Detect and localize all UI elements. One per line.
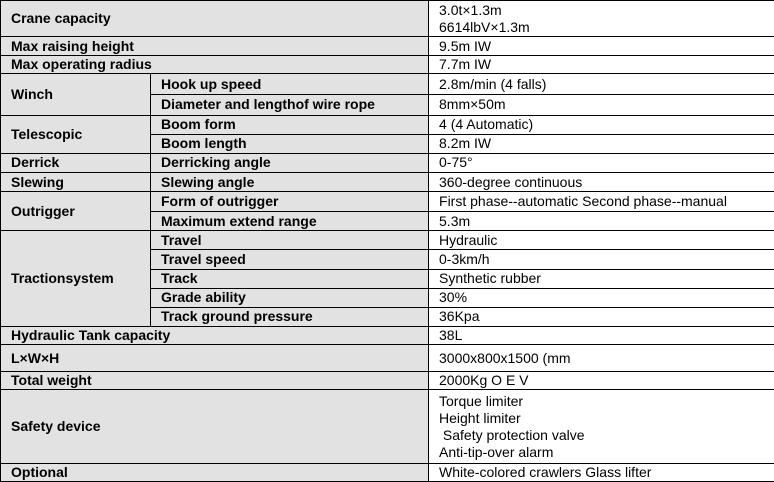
table-row	[1, 56, 774, 74]
row-label-hook-up-speed: Hook up speed	[151, 74, 429, 94]
row-value-crane-capacity	[429, 1, 774, 37]
row-label-travel-speed: Travel speed	[151, 250, 429, 269]
table-row	[1, 372, 774, 390]
table-row	[1, 463, 774, 481]
row-label-max-raising-height: Max raising height	[1, 37, 429, 56]
crane-capacity-line-2: 6614lbV×1.3m	[439, 18, 530, 35]
group-label-outrigger: Outrigger	[1, 192, 151, 231]
row-label-crane-capacity: Crane capacity	[1, 1, 429, 37]
row-label-optional: Optional	[1, 463, 429, 481]
table-row	[1, 74, 774, 94]
crane-capacity-line-1: 3.0t×1.3m	[439, 1, 502, 18]
table-row	[1, 326, 774, 344]
table-row	[1, 192, 774, 212]
row-value-max-operating-radius: 7.7m IW	[429, 56, 774, 74]
row-value-wire-rope: 8mm×50m	[429, 94, 774, 115]
row-label-ground-pressure: Track ground pressure	[151, 307, 429, 326]
row-label-dimensions: L×W×H	[1, 345, 429, 372]
row-value-travel: Hydraulic	[429, 231, 774, 250]
group-label-derrick: Derrick	[1, 153, 151, 172]
row-label-travel: Travel	[151, 231, 429, 250]
row-label-grade-ability: Grade ability	[151, 288, 429, 307]
table-row	[1, 115, 774, 134]
row-value-track: Synthetic rubber	[429, 269, 774, 288]
table-row	[1, 231, 774, 250]
row-label-total-weight: Total weight	[1, 372, 429, 390]
table-row	[1, 37, 774, 56]
row-value-boom-length: 8.2m IW	[429, 134, 774, 153]
row-label-slewing-angle: Slewing angle	[151, 173, 429, 192]
table-row	[1, 153, 774, 172]
row-label-max-operating-radius: Max operating radius	[1, 56, 429, 74]
table-row	[1, 173, 774, 192]
row-label-outrigger-form: Form of outrigger	[151, 192, 429, 212]
row-value-travel-speed: 0-3km/h	[429, 250, 774, 269]
group-label-winch: Winch	[1, 74, 151, 115]
safety-item: Safety protection valve	[439, 426, 585, 443]
table-row	[1, 345, 774, 372]
row-value-safety-device	[429, 390, 774, 463]
row-value-boom-form: 4 (4 Automatic)	[429, 115, 774, 134]
row-value-grade-ability: 30%	[429, 288, 774, 307]
row-value-hydraulic-tank: 38L	[429, 326, 774, 344]
safety-item: Torque limiter	[439, 392, 524, 409]
row-value-outrigger-form: First phase--automatic Second phase--manual	[429, 192, 774, 212]
row-value-slewing-angle: 360-degree continuous	[429, 173, 774, 192]
row-value-optional: White-colored crawlers Glass lifter	[429, 463, 774, 481]
table-row	[1, 390, 774, 463]
group-label-telescopic: Telescopic	[1, 115, 151, 153]
row-label-hydraulic-tank: Hydraulic Tank capacity	[1, 326, 429, 344]
safety-item: Height limiter	[439, 409, 521, 426]
row-label-boom-form: Boom form	[151, 115, 429, 134]
safety-item: Anti-tip-over alarm	[439, 443, 554, 460]
row-value-dimensions: 3000x800x1500 (mm	[429, 345, 774, 372]
row-label-track: Track	[151, 269, 429, 288]
row-value-extend-range: 5.3m	[429, 212, 774, 231]
row-label-wire-rope: Diameter and lengthof wire rope	[151, 94, 429, 115]
group-label-traction: Tractionsystem	[1, 231, 151, 327]
row-label-extend-range: Maximum extend range	[151, 212, 429, 231]
group-label-slewing: Slewing	[1, 173, 151, 192]
row-value-hook-up-speed: 2.8m/min (4 falls)	[429, 74, 774, 94]
row-value-max-raising-height: 9.5m IW	[429, 37, 774, 56]
row-value-total-weight: 2000Kg O E V	[429, 372, 774, 390]
row-label-derricking-angle: Derricking angle	[151, 153, 429, 172]
table-row	[1, 1, 774, 37]
row-value-ground-pressure: 36Kpa	[429, 307, 774, 326]
row-value-derricking-angle: 0-75°	[429, 153, 774, 172]
row-label-boom-length: Boom length	[151, 134, 429, 153]
row-label-safety-device: Safety device	[1, 390, 429, 463]
